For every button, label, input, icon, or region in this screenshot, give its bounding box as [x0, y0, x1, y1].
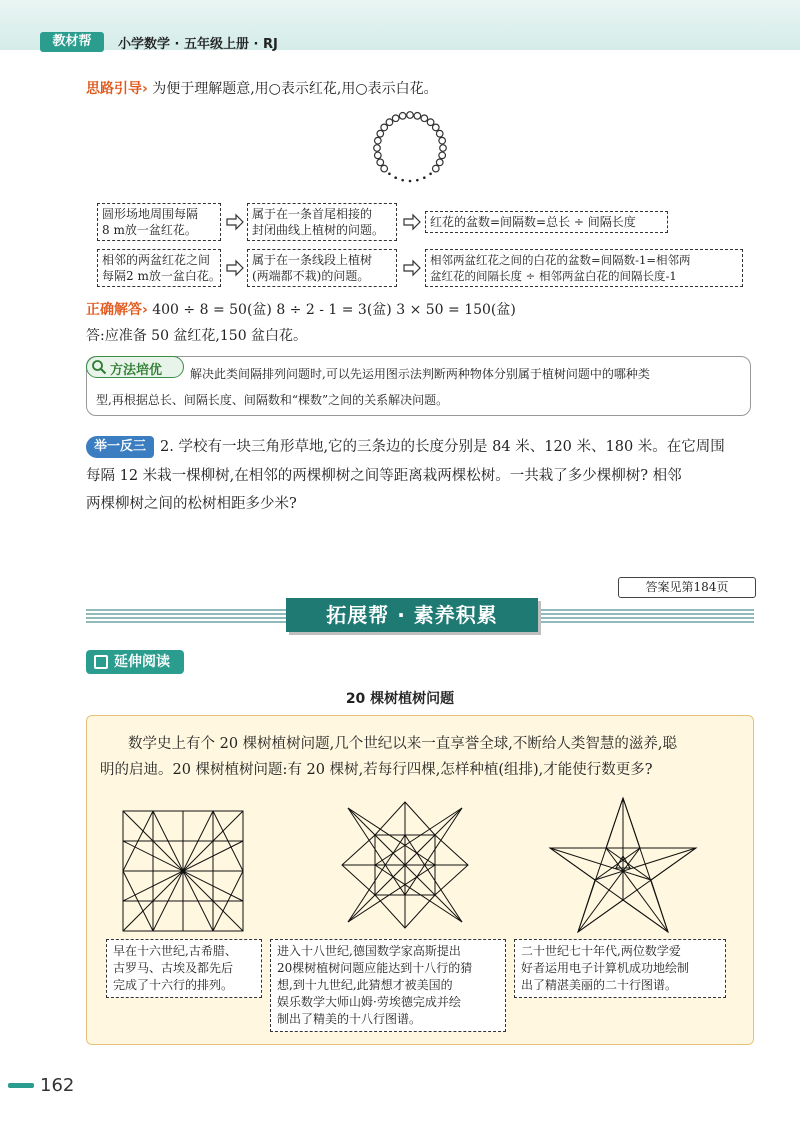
red-flower-circle — [421, 115, 428, 122]
caption-eighteen-lines — [270, 939, 506, 1032]
book-title: 小学数学 · 五年级上册 · RJ — [118, 37, 278, 52]
caption3-line1: 二十世纪七十年代,两位数学爱 — [521, 944, 681, 958]
practice-line3: 两棵柳树之间的松树相距多少米? — [86, 496, 297, 512]
arrow-right-icon — [226, 259, 244, 277]
red-flower-circle — [439, 137, 446, 144]
page-number-accent — [8, 1083, 34, 1088]
magnifier-icon — [91, 359, 107, 375]
red-flower-circle — [381, 124, 388, 131]
section-banner: 拓展帮 · 素养积累 — [286, 598, 538, 632]
solution-label-arrow-icon: › — [142, 302, 148, 318]
reading-label: 延伸阅读 — [114, 654, 170, 670]
red-flower-circle — [414, 113, 421, 120]
caption1-line2: 古罗马、古埃及都先后 — [113, 961, 234, 975]
solution-answer: 答:应准备 50 盆红花,150 盆白花。 — [86, 328, 308, 344]
white-flower-dot — [388, 173, 391, 176]
figure-sixteen-lines — [118, 806, 248, 936]
solution-line — [86, 300, 516, 320]
flow-row1-box2-line2: 封闭曲线上植树的问题。 — [252, 223, 385, 237]
caption2-line2: 20棵树植树问题应能达到十八行的猜 — [277, 961, 473, 975]
flow-row1-box3 — [425, 211, 668, 233]
caption-sixteen-lines — [106, 939, 262, 998]
caption2-line4: 娱乐数学大师山姆·劳埃德完成并绘 — [277, 995, 461, 1009]
book-icon — [94, 655, 108, 669]
article-title: 20 棵树植树问题 — [345, 691, 455, 707]
flow-row1-box1 — [97, 203, 221, 241]
answer-reference: 答案见第184页 — [618, 577, 756, 598]
red-flower-circle — [433, 165, 440, 172]
hint-label: 思路引导 — [86, 81, 142, 97]
article-para-line1-text: 数学史上有个 20 棵树植树问题,几个世纪以来一直享誉全球,不断给人类智慧的滋养,聪 — [128, 736, 677, 752]
flow-row2-box1-line2: 每隔2 m放一盆白花。 — [102, 269, 221, 283]
red-flower-circle — [381, 165, 388, 172]
red-flower-circle — [399, 113, 406, 120]
red-flower-circle — [375, 137, 382, 144]
red-flower-circle — [374, 145, 381, 152]
arrow-right-icon — [226, 213, 244, 231]
flow-row1-box3-text: 红花的盆数=间隔数=总长 ÷ 间隔长度 — [430, 215, 636, 229]
solution-text: 400 ÷ 8 = 50(盆) 8 ÷ 2 - 1 = 3(盆) 3 × 50 = 150(盆) — [152, 302, 516, 318]
white-flower-dot — [429, 173, 432, 176]
flow-row1-box1-line2: 8 m放一盆红花。 — [102, 223, 197, 237]
arrow-right-icon — [403, 213, 421, 231]
book-tag: 教材帮 — [40, 32, 104, 52]
caption2-line1: 进入十八世纪,德国数学家高斯提出 — [277, 944, 461, 958]
white-flower-dot — [394, 176, 397, 179]
article-para-line2: 明的启迪。20 棵树植树问题:有 20 棵树,若每行四棵,怎样种植(组排),才能使行数更多? — [100, 762, 653, 778]
hint-text: 为便于理解题意,用○表示红花,用○表示白花。 — [152, 81, 438, 97]
red-flower-circle — [436, 130, 443, 137]
white-flower-dot — [401, 179, 404, 182]
flow-row2-box2 — [247, 249, 397, 287]
red-flower-circle — [377, 159, 384, 166]
red-flower-circle — [439, 152, 446, 159]
red-flower-circle — [440, 145, 447, 152]
flow-row2-box1-line1: 相邻的两盆红花之间 — [102, 253, 211, 267]
practice-line2: 每隔 12 米栽一棵柳树,在相邻的两棵柳树之间等距离栽两棵松树。一共栽了多少棵柳树? 相邻 — [86, 468, 682, 484]
flow-row2-box1 — [97, 249, 221, 287]
caption1-line3: 完成了十六行的排列。 — [113, 978, 234, 992]
flow-row1-box2-line1: 属于在一条首尾相接的 — [252, 207, 373, 221]
red-flower-circle — [433, 124, 440, 131]
caption3-line3: 出了精湛美丽的二十行图谱。 — [521, 978, 678, 992]
method-label: 方法培优 — [110, 363, 163, 378]
flow-row1-box1-line1: 圆形场地周围每隔 — [102, 207, 199, 221]
white-flower-dot — [416, 179, 419, 182]
page-number: 162 — [40, 1075, 75, 1096]
figure-twenty-lines — [548, 796, 698, 936]
practice-line1: 2. 学校有一块三角形草地,它的三条边的长度分别是 84 米、120 米、180 米。在它周围 — [160, 439, 725, 455]
method-line2: 型,再根据总长、间隔长度、间隔数和“棵数”之间的关系解决问题。 — [96, 393, 449, 407]
white-flower-dot — [409, 180, 412, 183]
red-flower-circle — [407, 112, 414, 119]
reading-badge — [86, 650, 184, 674]
caption2-line5: 制出了精美的十八行图谱。 — [277, 1012, 422, 1026]
caption-twenty-lines — [514, 939, 726, 998]
red-flower-circle — [377, 130, 384, 137]
circle-diagram — [360, 108, 460, 190]
arrow-right-icon — [403, 259, 421, 277]
flow-row2-box2-line2: (两端都不栽)的问题。 — [252, 269, 370, 283]
article-para-line1 — [100, 731, 740, 757]
red-flower-circle — [386, 119, 393, 126]
practice-badge: 举一反三 — [86, 436, 154, 458]
caption1-line1: 早在十六世纪,古希腊、 — [113, 944, 237, 958]
red-flower-circle — [392, 115, 399, 122]
red-flower-circle — [436, 159, 443, 166]
red-flower-circle — [375, 152, 382, 159]
flow-row2-box2-line1: 属于在一条线段上植树 — [252, 253, 373, 267]
figure-eighteen-lines — [338, 798, 472, 932]
hint-label-arrow-icon: › — [142, 81, 148, 97]
flow-row2-box3 — [425, 249, 743, 287]
flow-row2-box3-line2: 盆红花的间隔长度 ÷ 相邻两盆白花的间隔长度-1 — [430, 269, 677, 283]
red-flower-circle — [427, 119, 434, 126]
caption2-line3: 想,到十九世纪,此猜想才被美国的 — [277, 978, 453, 992]
flow-row1-box2 — [247, 203, 397, 241]
method-line1: 解决此类间隔排列问题时,可以先运用图示法判断两种物体分别属于植树问题中的哪种类 — [190, 367, 650, 381]
hint-line — [86, 79, 438, 99]
white-flower-dot — [423, 176, 426, 179]
flow-row2-box3-line1: 相邻两盆红花之间的白花的盆数=间隔数-1=相邻两 — [430, 253, 691, 267]
caption3-line2: 好者运用电子计算机成功地绘制 — [521, 961, 690, 975]
solution-label: 正确解答 — [86, 302, 142, 318]
